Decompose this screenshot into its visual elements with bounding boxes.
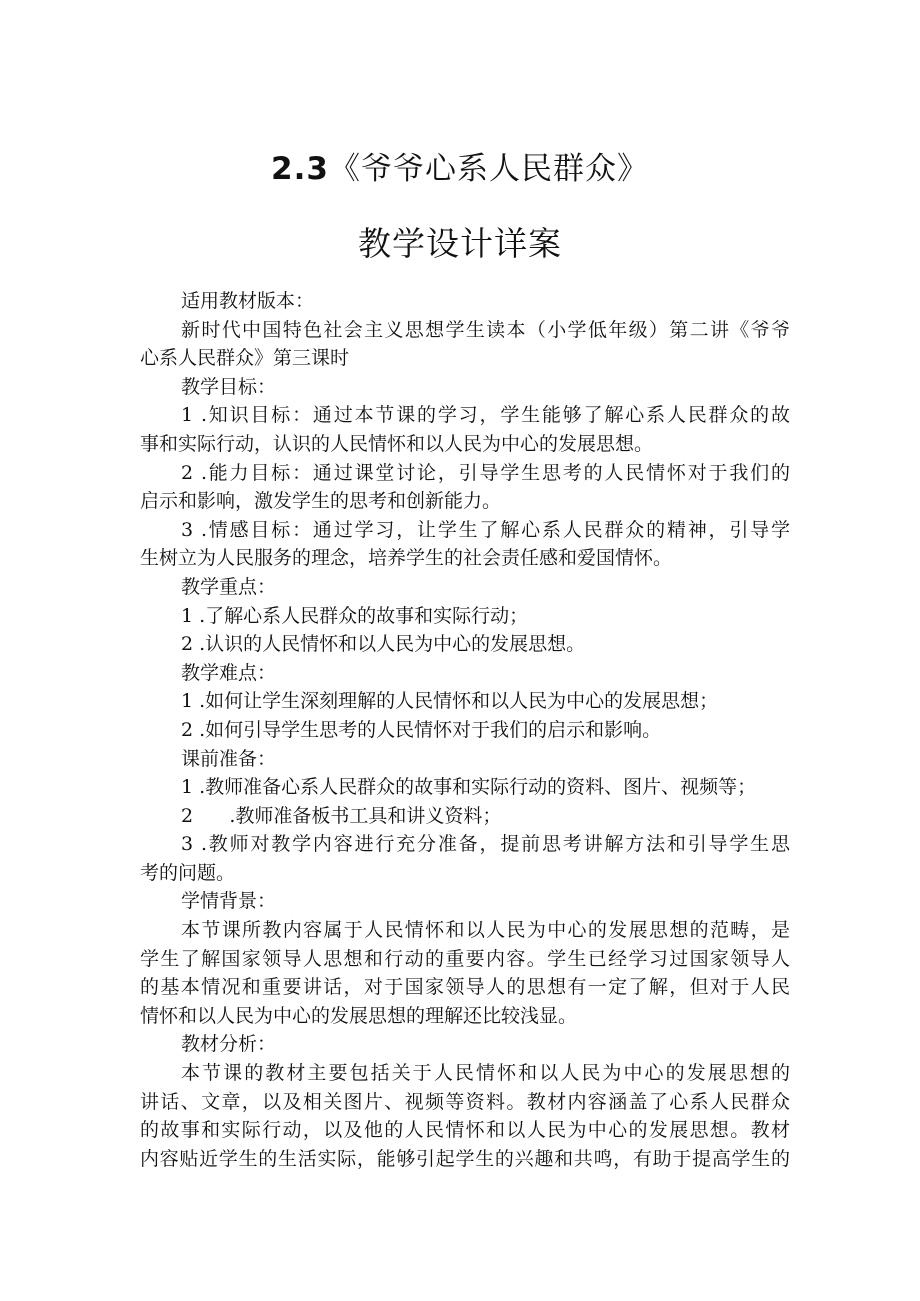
- list-item-line: 2 .如何引导学生思考的人民情怀对于我们的启示和影响。: [181, 718, 662, 741]
- section-heading: 课前准备：: [181, 747, 277, 770]
- paragraph-line: 的故事和实际行动，以及他的人民情怀和以人民为中心的发展思想。教材: [140, 1119, 790, 1142]
- section-heading: 教学难点：: [181, 661, 277, 684]
- list-item-line: 考的问题。: [140, 861, 236, 884]
- lesson-number: 2.3: [271, 151, 329, 187]
- document-title: [0, 143, 920, 188]
- paragraph-line: 情怀和以人民为中心的发展思想的理解还比较浅显。: [140, 1004, 578, 1027]
- paragraph-line: 本节课的教材主要包括关于人民情怀和以人民为中心的发展思想的: [181, 1062, 790, 1085]
- section-heading: 教学目标：: [181, 375, 277, 398]
- paragraph-line: 学生了解国家领导人思想和行动的重要内容。学生已经学习过国家领导人: [140, 947, 790, 970]
- document-subtitle: 教学设计详案: [358, 224, 562, 263]
- lesson-name: 《爷爷心系人民群众》: [328, 151, 649, 187]
- section-heading: 教材分析：: [181, 1033, 277, 1056]
- paragraph-line: 内容贴近学生的生活实际，能够引起学生的兴趣和共鸣，有助于提高学生的: [140, 1147, 790, 1170]
- list-item-line: 生树立为人民服务的理念，培养学生的社会责任感和爱国情怀。: [140, 547, 673, 570]
- section-heading: 学情背景：: [181, 890, 277, 913]
- list-item-line: 2 .认识的人民情怀和以人民为中心的发展思想。: [181, 633, 586, 656]
- list-item-line: 事和实际行动，认识的人民情怀和以人民为中心的发展思想。: [140, 432, 654, 455]
- paragraph-line: 讲话、文章，以及相关图片、视频等资料。教材内容涵盖了心系人民群众: [140, 1090, 790, 1113]
- section-heading: 适用教材版本：: [181, 290, 315, 312]
- paragraph-line: 新时代中国特色社会主义思想学生读本（小学低年级）第二讲《爷爷: [181, 318, 790, 341]
- list-item-line: 1 .知识目标：通过本节课的学习，学生能够了解心系人民群众的故: [181, 404, 790, 427]
- list-item-line: 1 .如何让学生深刻理解的人民情怀和以人民为中心的发展思想；: [181, 690, 719, 713]
- list-item-line: 1 .了解心系人民群众的故事和实际行动；: [181, 604, 529, 627]
- paragraph-line: 本节课所教内容属于人民情怀和以人民为中心的发展思想的范畴，是: [181, 919, 790, 942]
- list-item-line: 3 .情感目标：通过学习，让学生了解心系人民群众的精神，引导学: [181, 518, 790, 541]
- list-item-line: 2 .能力目标：通过课堂讨论，引导学生思考的人民情怀对于我们的: [181, 461, 790, 484]
- paragraph-line: 的基本情况和重要讲话，对于国家领导人的思想有一定了解，但对于人民: [140, 976, 790, 999]
- list-item-line: 3 .教师对教学内容进行充分准备，提前思考讲解方法和引导学生思: [181, 833, 790, 856]
- document-body: [140, 287, 790, 1173]
- list-item-line: 1 .教师准备心系人民群众的故事和实际行动的资料、图片、视频等；: [181, 776, 757, 799]
- list-item-line: 启示和影响，激发学生的思考和创新能力。: [140, 490, 502, 513]
- list-item-line: 2 .教师准备板书工具和讲义资料；: [181, 804, 502, 827]
- paragraph-line: 心系人民群众》第三课时: [140, 347, 350, 370]
- section-heading: 教学重点：: [181, 575, 277, 598]
